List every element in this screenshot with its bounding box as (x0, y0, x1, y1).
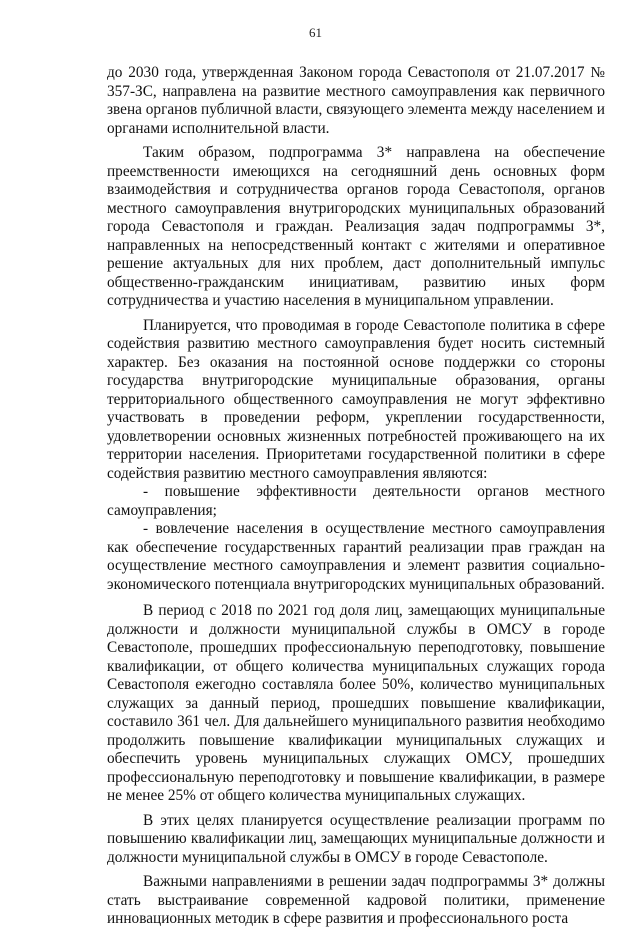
paragraph-training-plans: В этих целях планируется осуществление реализации программ по повышению квалификации лиц, замещающих муниципальные должности и должности муниципальной службы в ОМСУ в городе Севастополе. (107, 811, 605, 866)
document-body (107, 64, 605, 929)
paragraph-directions: Важными направлениями в решении задач подпрограммы 3* должны стать выстраивание современной кадровой политики, применение инновационных методик в сфере развития и профессионального роста (107, 873, 605, 927)
page-number: 61 (309, 25, 322, 40)
paragraph-subprogram-goal: Таким образом, подпрограмма 3* направлена на обеспечение преемственности имеющихся на сегодняшний день основных форм взаимодействия и сотрудничества органов города Севастополя, органов местного самоуправления внутригородских муниципальных образований города Севастополя и граждан. Реализация задач подпрограммы 3*, направленных на непосредственный контакт с жителями и оперативное решение актуальных для них проблем, даст дополнительный импульс общественно-гражданским инициативам, развитию иных форм сотрудничества и участию населения в муниципальном управлении. (107, 144, 605, 309)
paragraph-statistics: В период с 2018 по 2021 год доля лиц, замещающих муниципальные должности и должности муниципальной службы в ОМСУ в городе Севастополе, прошедших профессиональную переподготовку, повышение квалификации, от общего количества муниципальных служащих города Севастополя ежегодно составляла более 50%, количество муниципальных служащих за данный период, прошедших повышение квалификации, составило 361 чел. Для дальнейшего муниципального развития необходимо продолжить повышение квалификации муниципальных служащих и обеспечить уровень муниципальных служащих ОМСУ, прошедших профессиональную переподготовку и повышение квалификации, в размере не менее 25% от общего количества муниципальных служащих. (107, 602, 605, 804)
paragraph-policy-priorities: Планируется, что проводимая в городе Севастополе политика в сфере содействия развитию местного самоуправления будет носить системный характер. Без оказания на постоянной основе поддержки со стороны государства внутригородские муниципальные образования, органы территориального общественного самоуправления не могут эффективно участвовать в проведении реформ, укреплении государственности, удовлетворении основных жизненных потребностей проживающего на их территории населения. Приоритетами государственной политики в сфере содействия развитию местного самоуправления являются: (107, 316, 605, 482)
list-item: - повышение эффективности деятельности органов местного самоуправления; (107, 483, 605, 519)
list-item: - вовлечение населения в осуществление местного самоуправления как обеспечение государственных гарантий реализации прав граждан на осуществление местного самоуправления и элемент развития социально-экономического потенциала внутригородских муниципальных образований. (107, 520, 605, 593)
paragraph-continuation: до 2030 года, утвержденная Законом города Севастополя от 21.07.2017 № 357-ЗС, направлена на развитие местного самоуправления как первичного звена органов публичной власти, связующего элемента между населением и органами исполнительной власти. (107, 64, 605, 137)
